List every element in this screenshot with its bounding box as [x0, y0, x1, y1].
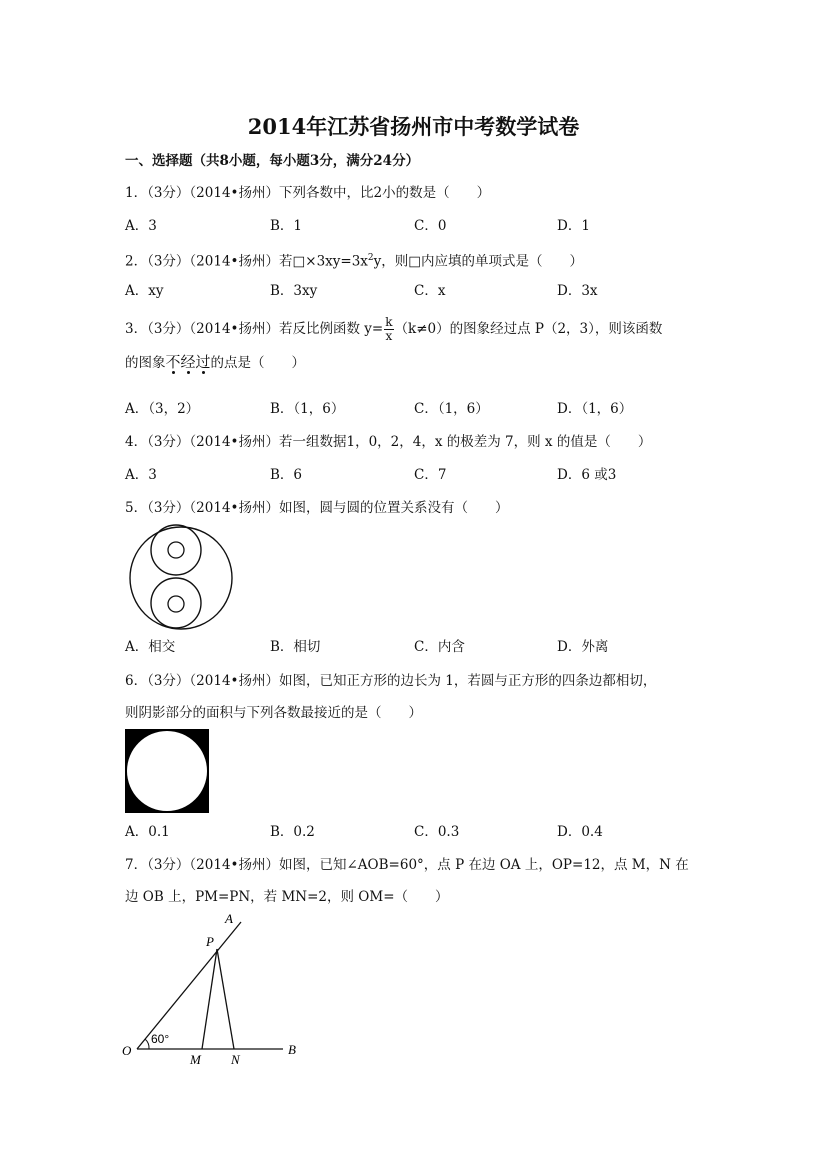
upper-circle	[151, 525, 201, 575]
fraction-denominator: x	[385, 329, 393, 343]
question-5-option-a: A．相交	[125, 639, 176, 655]
question-3-stem	[125, 316, 662, 343]
question-7-stem-line-2: 边 OB 上，PM=PN，若 MN=2，则 OM=（ ）	[125, 889, 449, 905]
question-2-stem-part-a: 2．（3分）（2014•扬州）若□×3xy=3x	[125, 253, 368, 270]
emphasis-text	[166, 353, 211, 371]
page-title: 2014年江苏省扬州市中考数学试卷	[247, 114, 580, 139]
label-a: A	[225, 911, 233, 926]
label-o: O	[122, 1043, 132, 1058]
label-p: P	[206, 934, 214, 949]
question-1-option-a: A．3	[125, 218, 157, 234]
lower-small-circle	[168, 596, 184, 612]
question-6-option-a: A．0.1	[125, 824, 170, 840]
question-5-option-b: B．相切	[270, 639, 321, 655]
question-3-stem2-part-a: 的图象	[125, 355, 166, 371]
question-5-option-c: C．内含	[414, 639, 465, 655]
emphasis-dots	[166, 371, 211, 379]
question-3-option-c: C．（1，6）	[414, 401, 489, 417]
ray-oa	[137, 922, 241, 1049]
question-6-stem-line-2: 则阴影部分的面积与下列各数最接近的是（ ）	[125, 705, 422, 721]
question-6-option-d: D．0.4	[557, 824, 603, 840]
question-2-exponent: 2	[367, 253, 374, 263]
question-4-option-c: C．7	[414, 467, 447, 483]
question-2-option-a: A．xy	[125, 283, 164, 299]
segment-pn	[217, 949, 234, 1049]
question-3-option-d: D．（1，6）	[557, 401, 633, 417]
question-3-option-a: A．（3，2）	[125, 401, 200, 417]
question-4-option-d: D．6 或3	[557, 467, 617, 483]
question-3-stem-part-b: （k≠0）的图象经过点 P（2，3），则该函数	[394, 321, 663, 337]
angle-arc	[145, 1039, 149, 1049]
question-2-stem	[125, 249, 583, 271]
question-2-option-b: B．3xy	[270, 283, 318, 299]
question-1-option-d: D．1	[557, 218, 590, 234]
question-6-figure	[125, 729, 209, 813]
question-5-stem: 5．（3分）（2014•扬州）如图，圆与圆的位置关系没有（ ）	[125, 500, 509, 516]
section-heading: 一、选择题（共8小题，每小题3分，满分24分）	[125, 153, 420, 169]
question-3-stem-part-a: 3．（3分）（2014•扬州）若反比例函数 y=	[125, 321, 384, 337]
question-1-option-c: C．0	[414, 218, 447, 234]
question-7-figure	[120, 908, 310, 1068]
lower-circle	[151, 578, 201, 628]
question-6-option-b: B．0.2	[270, 824, 315, 840]
label-b: B	[288, 1042, 296, 1057]
segment-pm	[202, 949, 217, 1049]
question-1-option-b: B．1	[270, 218, 303, 234]
question-6-option-c: C．0.3	[414, 824, 460, 840]
question-2-option-d: D．3x	[557, 283, 598, 299]
fraction-numerator: k	[385, 315, 393, 329]
upper-small-circle	[168, 542, 184, 558]
angle-label: 60°	[151, 1032, 170, 1046]
question-3-stem-line-2	[125, 353, 305, 372]
label-n: N	[231, 1052, 240, 1067]
question-5-figure	[124, 526, 238, 630]
question-5-option-d: D．外离	[557, 639, 609, 655]
question-3-stem2-part-b: 的点是（ ）	[210, 355, 306, 371]
question-4-stem: 4．（3分）（2014•扬州）若一组数据1，0，2，4，x 的极差为 7，则 x 的值是（ ）	[125, 434, 652, 450]
question-2-stem-part-b: y，则□内应填的单项式是（ ）	[373, 253, 584, 270]
question-3-fraction	[384, 316, 393, 343]
question-3-option-b: B．（1，6）	[270, 401, 345, 417]
emphasis-label: 不经过	[165, 353, 211, 371]
question-7-stem: 7．（3分）（2014•扬州）如图，已知∠AOB=60°，点 P 在边 OA 上，OP=12，点 M，N 在	[125, 857, 689, 873]
question-6-stem: 6．（3分）（2014•扬州）如图，已知正方形的边长为 1，若圆与正方形的四条边都相切，	[125, 673, 657, 689]
question-2-option-c: C．x	[414, 283, 446, 299]
inscribed-circle	[127, 731, 207, 811]
question-4-option-b: B．6	[270, 467, 303, 483]
question-4-option-a: A．3	[125, 467, 157, 483]
question-1-stem: 1．（3分）（2014•扬州）下列各数中，比2小的数是（ ）	[125, 185, 491, 201]
label-m: M	[190, 1052, 201, 1067]
